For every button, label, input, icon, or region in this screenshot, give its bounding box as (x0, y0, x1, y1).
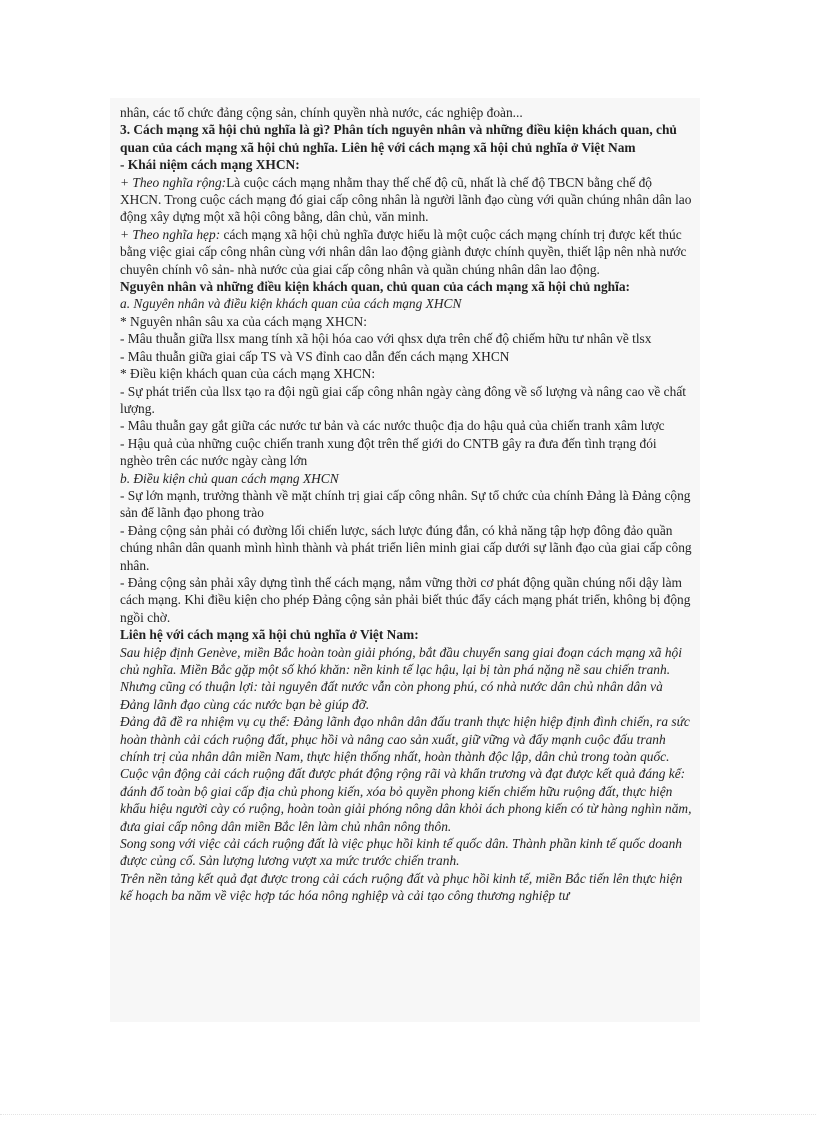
paragraph: - Đảng cộng sản phải xây dựng tình thế cách mạng, nắm vững thời cơ phát động quần chúng nổi dậy làm cách mạng. Khi điều kiện cho phép Đảng cộng sản phải biết thúc đẩy cách mạng phát triển, không bị động ngồi chờ. (120, 574, 691, 625)
paragraph: - Hậu quả của những cuộc chiến tranh xung đột trên thế giới do CNTB gây ra đưa đến tình trạng đói nghèo trên các nước ngày càng lớn (120, 435, 657, 469)
section-heading: 3. Cách mạng xã hội chủ nghĩa là gì? Phân tích nguyên nhân và những điều kiện khách quan, chủ quan của cách mạng xã hội chủ nghĩa. Liên hệ với cách mạng xã hội chủ nghĩa ở Việt Nam (120, 122, 677, 155)
paragraph-italic: Đảng đã đề ra nhiệm vụ cụ thể: Đảng lãnh đạo nhân dân đấu tranh thực hiện hiệp định đình chiến, ra sức hoàn thành cải cách ruộng đất, phục hồi và nâng cao sản xuất, giữ vững và đẩy mạnh cuộc đấu tranh chính trị của nhân dân miền Nam, thực hiện thống nhất, hoàn thành độc lập, dân chủ trong toàn quốc. (120, 714, 690, 765)
paragraph-italic: Sau hiệp định Genève, miền Bắc hoàn toàn giải phóng, bắt đầu chuyển sang giai đoạn cách mạng xã hội chủ nghĩa. Miền Bắc gặp một số khó khăn: nền kinh tế lạc hậu, lại bị tàn phá nặng nề sau chiến tranh. Nhưng cũng có thuận lợi: tài nguyên đất nước vẫn còn phong phú, có nhà nước dân chủ nhân dân và Đảng lãnh đạo cùng các nước bạn bè giúp đỡ. (120, 644, 682, 712)
paragraph: - Đảng cộng sản phải có đường lối chiến lược, sách lược đúng đắn, có khả năng tập hợp đông đảo quần chúng nhân dân quanh mình hình thành và phát triển liên minh giai cấp dưới sự lãnh đạo của giai cấp công nhân. (120, 522, 692, 573)
paragraph (120, 226, 692, 278)
paragraph (120, 174, 692, 226)
page-divider (0, 1114, 816, 1115)
document-page (110, 98, 700, 1022)
subheading: - Khái niệm cách mạng XHCN: (120, 157, 300, 173)
paragraph: - Mâu thuẫn giữa giai cấp TS và VS đỉnh cao dẫn đến cách mạng XHCN (120, 348, 510, 364)
paragraph-italic: Cuộc vận động cải cách ruộng đất được phát động rộng rãi và khẩn trương và đạt được kết quả đáng kể: đánh đổ toàn bộ giai cấp địa chủ phong kiến, xóa bỏ quyền phong kiến chiếm hữu ruộng đất, thực hiện khẩu hiệu người cày có ruộng, hoàn toàn giải phóng nông dân khỏi ách phong kiến có từ hàng nghìn năm, đưa giai cấp nông dân miền Bắc lên làm chủ nhân nông thôn. (120, 766, 692, 834)
paragraph-text: Là cuộc cách mạng nhằm thay thế chế độ cũ, nhất là chế độ TBCN bằng chế độ XHCN. Trong cuộc cách mạng đó giai cấp công nhân là người lãnh đạo cùng với quần chúng nhân dân lao động xây dựng một xã hội công bằng, dân chủ, văn minh. (120, 174, 692, 225)
paragraph: - Mâu thuẫn gay gắt giữa các nước tư bản và các nước thuộc địa do hậu quả của chiến tranh xâm lược (120, 418, 665, 434)
paragraph: - Mâu thuẫn giữa llsx mang tính xã hội hóa cao với qhsx dựa trên chế độ chiếm hữu tư nhân về tlsx (120, 331, 652, 347)
term-label: + Theo nghĩa hẹp: (120, 226, 221, 242)
paragraph: * Điều kiện khách quan của cách mạng XHCN: (120, 366, 376, 382)
paragraph-text: cách mạng xã hội chủ nghĩa được hiểu là một cuộc cách mạng chính trị được kết thúc bằng việc giai cấp công nhân cùng với nhân dân lao động giành được chính quyền, thiết lập nên nhà nước chuyên chính vô sản- nhà nước của giai cấp công nhân và quần chúng nhân dân lao động. (120, 226, 687, 277)
term-label: + Theo nghĩa rộng: (120, 174, 227, 190)
subheading: Liên hệ với cách mạng xã hội chủ nghĩa ở Việt Nam: (120, 627, 419, 643)
subheading-italic: a. Nguyên nhân và điều kiện khách quan của cách mạng XHCN (120, 296, 462, 312)
paragraph-italic: Trên nền tảng kết quả đạt được trong cải cách ruộng đất và phục hồi kinh tế, miền Bắc tiến lên thực hiện kế hoạch ba năm về việc hợp tác hóa nông nghiệp và cải tạo công thương nghiệp tư (120, 870, 683, 904)
paragraph: - Sự lớn mạnh, trưởng thành về mặt chính trị giai cấp công nhân. Sự tổ chức của chính Đảng là Đảng cộng sản để lãnh đạo phong trào (120, 487, 691, 521)
paragraph-italic: Song song với việc cải cách ruộng đất là việc phục hồi kinh tế quốc dân. Thành phần kinh tế quốc doanh được củng cố. Sản lượng lương vượt xa mức trước chiến tranh. (120, 836, 683, 869)
paragraph: - Sự phát triển của llsx tạo ra đội ngũ giai cấp công nhân ngày càng đông về số lượng và nâng cao về chất lượng. (120, 383, 686, 416)
subheading: Nguyên nhân và những điều kiện khách quan, chủ quan của cách mạng xã hội chủ nghĩa: (120, 279, 630, 295)
paragraph: * Nguyên nhân sâu xa của cách mạng XHCN: (120, 313, 367, 329)
document-body (110, 98, 700, 905)
subheading-italic: b. Điều kiện chủ quan cách mạng XHCN (120, 470, 339, 486)
paragraph: nhân, các tổ chức đảng cộng sản, chính quyền nhà nước, các nghiệp đoàn... (120, 105, 523, 120)
